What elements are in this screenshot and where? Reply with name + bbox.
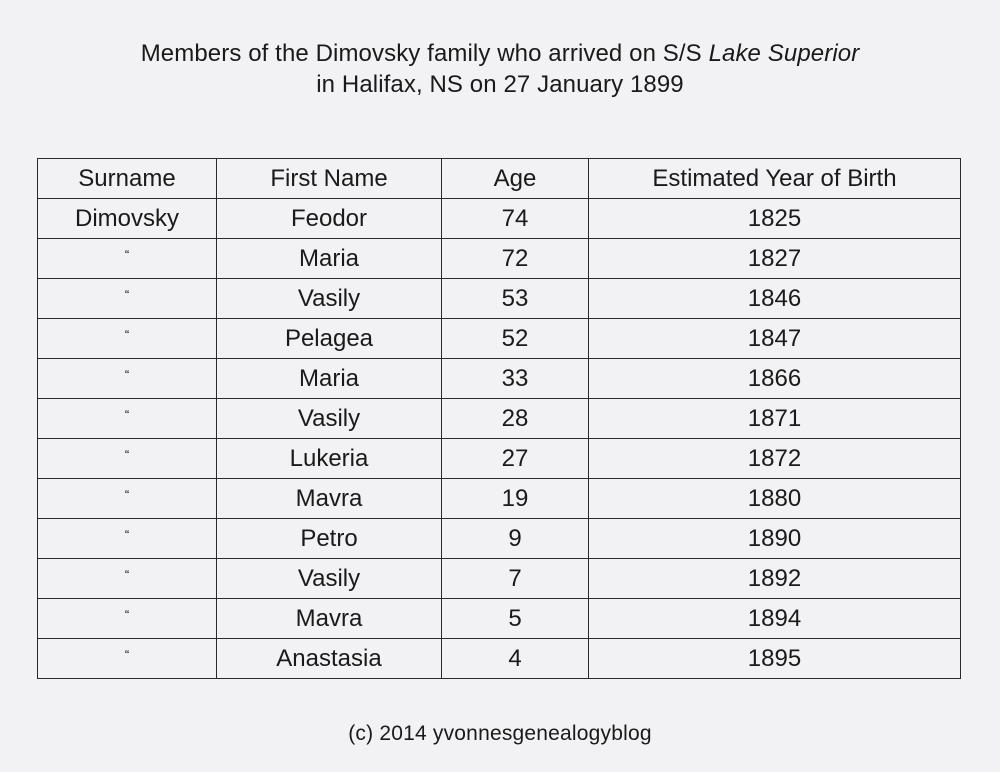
header-birth-year: Estimated Year of Birth (589, 159, 961, 199)
table-row (38, 359, 961, 399)
header-surname: Surname (38, 159, 217, 199)
title-line-2: in Halifax, NS on 27 January 1899 (316, 71, 684, 98)
cell-first-name: Vasily (217, 399, 442, 439)
family-table (37, 158, 961, 679)
cell-first-name: Mavra (217, 479, 442, 519)
table-row (38, 399, 961, 439)
cell-first-name: Maria (217, 239, 442, 279)
cell-surname-ditto: “ (38, 399, 217, 439)
cell-surname-ditto: “ (38, 559, 217, 599)
table-body (38, 199, 961, 679)
cell-first-name: Petro (217, 519, 442, 559)
table-row (38, 559, 961, 599)
cell-age: 27 (442, 439, 589, 479)
cell-first-name: Vasily (217, 559, 442, 599)
cell-birth-year: 1894 (589, 599, 961, 639)
cell-birth-year: 1890 (589, 519, 961, 559)
cell-birth-year: 1872 (589, 439, 961, 479)
table-row (38, 199, 961, 239)
cell-age: 7 (442, 559, 589, 599)
cell-birth-year: 1825 (589, 199, 961, 239)
cell-birth-year: 1871 (589, 399, 961, 439)
table-row (38, 599, 961, 639)
cell-surname-ditto: “ (38, 359, 217, 399)
cell-first-name: Feodor (217, 199, 442, 239)
copyright-notice: (c) 2014 yvonnesgenealogyblog (348, 722, 652, 745)
cell-surname-ditto: “ (38, 479, 217, 519)
cell-age: 74 (442, 199, 589, 239)
cell-surname-ditto: “ (38, 239, 217, 279)
cell-age: 19 (442, 479, 589, 519)
cell-age: 28 (442, 399, 589, 439)
cell-surname-ditto: “ (38, 319, 217, 359)
cell-age: 9 (442, 519, 589, 559)
table-row (38, 519, 961, 559)
table-header-row (38, 159, 961, 199)
header-first-name: First Name (217, 159, 442, 199)
cell-birth-year: 1880 (589, 479, 961, 519)
cell-birth-year: 1846 (589, 279, 961, 319)
table-row (38, 319, 961, 359)
table-row (38, 439, 961, 479)
cell-surname-ditto: “ (38, 439, 217, 479)
cell-first-name: Anastasia (217, 639, 442, 679)
title-line-1-prefix: Members of the Dimovsky family who arrived on S/S (140, 40, 709, 67)
cell-first-name: Vasily (217, 279, 442, 319)
cell-age: 52 (442, 319, 589, 359)
cell-age: 72 (442, 239, 589, 279)
cell-first-name: Maria (217, 359, 442, 399)
cell-surname-ditto: “ (38, 279, 217, 319)
cell-birth-year: 1895 (589, 639, 961, 679)
ship-name: Lake Superior (708, 40, 860, 67)
cell-surname: Dimovsky (38, 199, 217, 239)
cell-first-name: Pelagea (217, 319, 442, 359)
cell-first-name: Lukeria (217, 439, 442, 479)
cell-birth-year: 1866 (589, 359, 961, 399)
cell-birth-year: 1827 (589, 239, 961, 279)
table-row (38, 279, 961, 319)
table-row (38, 479, 961, 519)
document-title (0, 38, 1000, 100)
cell-surname-ditto: “ (38, 519, 217, 559)
cell-first-name: Mavra (217, 599, 442, 639)
cell-age: 33 (442, 359, 589, 399)
table-row (38, 639, 961, 679)
cell-birth-year: 1892 (589, 559, 961, 599)
cell-age: 53 (442, 279, 589, 319)
cell-surname-ditto: “ (38, 639, 217, 679)
cell-age: 5 (442, 599, 589, 639)
cell-age: 4 (442, 639, 589, 679)
table-row (38, 239, 961, 279)
cell-birth-year: 1847 (589, 319, 961, 359)
title-line-1 (0, 38, 1000, 69)
header-age: Age (442, 159, 589, 199)
cell-surname-ditto: “ (38, 599, 217, 639)
